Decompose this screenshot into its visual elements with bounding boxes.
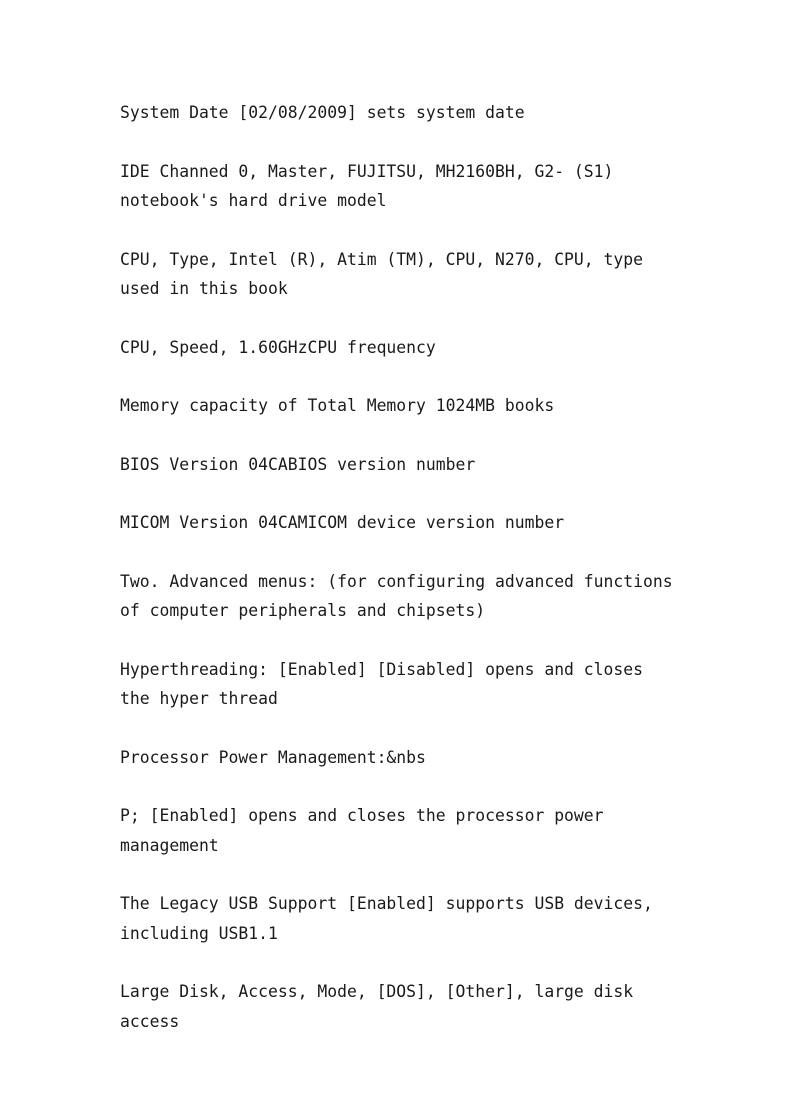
paragraph-ide-channel: IDE Channed 0, Master, FUJITSU, MH2160BH, G2- (S1) notebook's hard drive model (120, 161, 614, 210)
paragraph-system-date: System Date [02/08/2009] sets system date (120, 103, 525, 122)
paragraph-micom-version: MICOM Version 04CAMICOM device version number (120, 513, 565, 532)
paragraph-cpu-type: CPU, Type, Intel (R), Atim (TM), CPU, N270, CPU, type used in this book (120, 249, 644, 298)
paragraph-hyperthreading: Hyperthreading: [Enabled] [Disabled] opens and closes the hyper thread (120, 659, 644, 708)
paragraph-total-memory: Memory capacity of Total Memory 1024MB books (120, 396, 555, 415)
paragraph-processor-power-management: Processor Power Management:&nbs (120, 747, 426, 767)
paragraph-bios-version: BIOS Version 04CABIOS version number (120, 454, 476, 474)
paragraph-cpu-speed: CPU, Speed, 1.60GHzCPU frequency (120, 337, 436, 357)
paragraph-processor-power-enabled: P; [Enabled] opens and closes the processor power management (120, 806, 604, 855)
paragraph-advanced-menus: Two. Advanced menus: (for configuring advanced functions of computer peripherals and chipsets) (120, 571, 673, 620)
paragraph-large-disk-access-mode: Large Disk, Access, Mode, [DOS], [Other], large disk access (120, 982, 634, 1031)
paragraph-legacy-usb-support: The Legacy USB Support [Enabled] supports USB devices, including USB1.1 (120, 894, 653, 943)
document-body (120, 98, 680, 1065)
